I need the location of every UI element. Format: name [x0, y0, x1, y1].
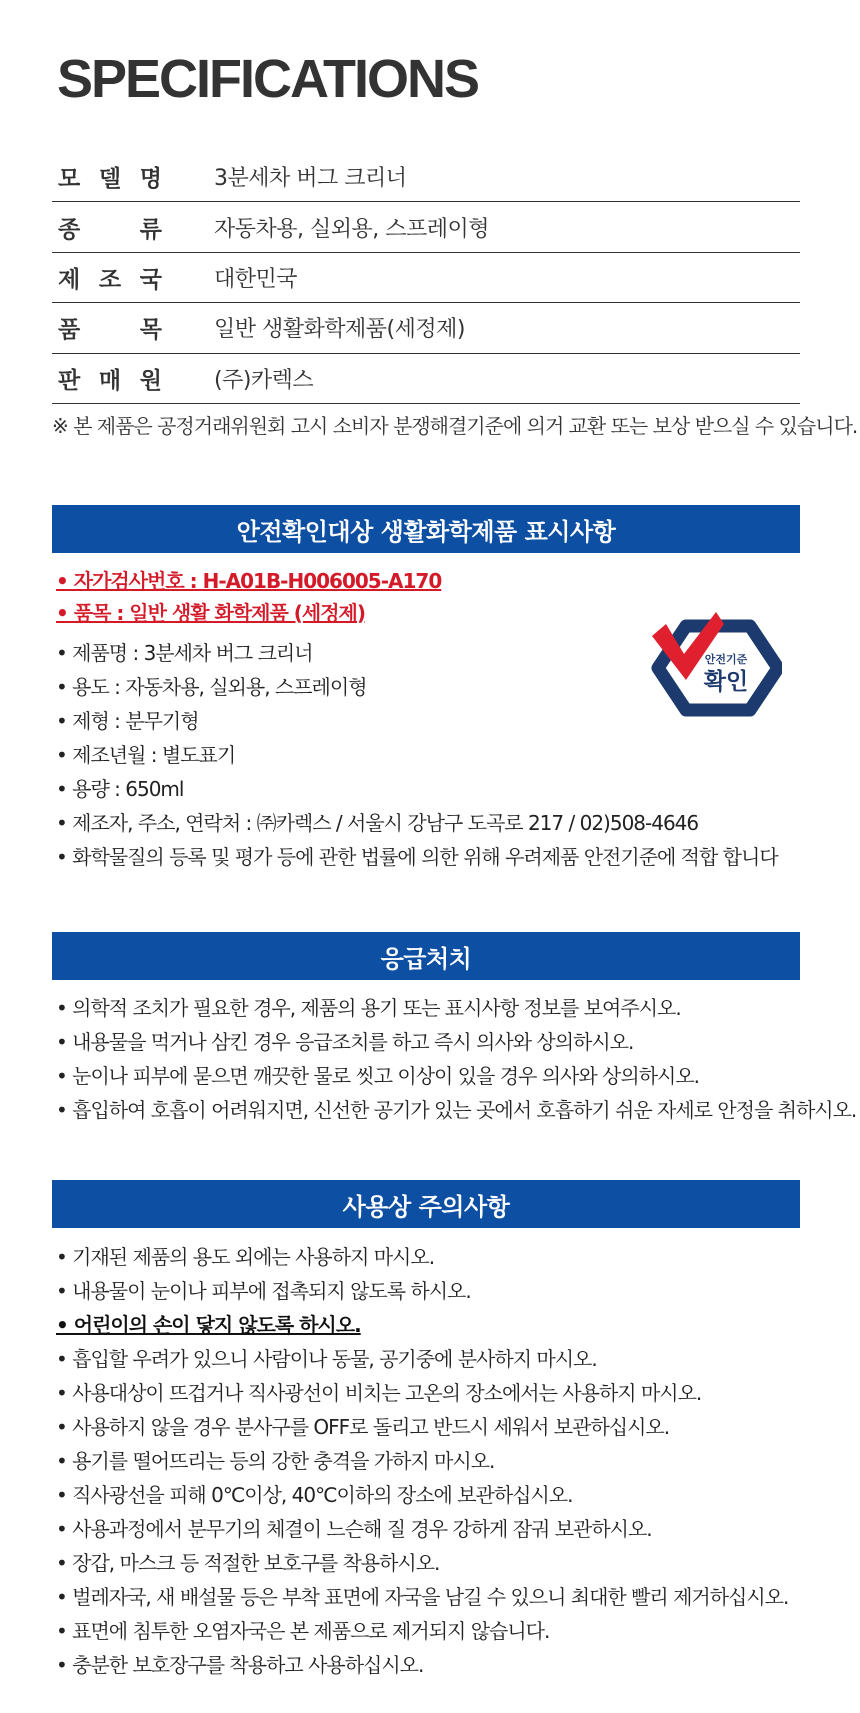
list-item: • 사용대상이 뜨겁거나 직사광선이 비치는 고온의 장소에서는 사용하지 마시오. — [56, 1381, 702, 1405]
list-item: • 사용하지 않을 경우 분사구를 OFF로 돌리고 반드시 세워서 보관하십시오. — [56, 1415, 670, 1439]
spec-label: 판 매 원 — [58, 367, 162, 394]
page-title: SPECIFICATIONS — [57, 49, 479, 109]
list-item: • 기재된 제품의 용도 외에는 사용하지 마시오. — [56, 1245, 435, 1269]
safety-highlight-list — [56, 566, 441, 629]
spec-value: (주)카렉스 — [214, 367, 314, 393]
list-item: • 제조년월 : 별도표기 — [56, 743, 236, 767]
list-item: • 표면에 침투한 오염자국은 본 제품으로 제거되지 않습니다. — [56, 1619, 550, 1643]
list-item: • 충분한 보호장구를 착용하고 사용하십시오. — [56, 1653, 424, 1677]
safety-check-badge-icon — [650, 608, 782, 723]
list-item: • 제품명 : 3분세차 버그 크리너 — [56, 641, 313, 665]
spec-value: 3분세차 버그 크리너 — [214, 166, 407, 192]
badge-big-text: 확인 — [703, 669, 749, 695]
spec-value: 자동차용, 실외용, 스프레이형 — [214, 216, 489, 242]
list-item: • 눈이나 피부에 묻으면 깨끗한 물로 씻고 이상이 있을 경우 의사와 상의하시오. — [56, 1064, 700, 1088]
list-item: • 용도 : 자동차용, 실외용, 스프레이형 — [56, 675, 367, 699]
list-item: • 흡입하여 호흡이 어려워지면, 신선한 공기가 있는 곳에서 호흡하기 쉬운 자세로 안정을 취하시오. — [56, 1098, 857, 1122]
list-item: • 어린이의 손이 닿지 않도록 하시오. — [56, 1313, 361, 1337]
list-item: • 제조자, 주소, 연락처 : ㈜카렉스 / 서울시 강남구 도곡로 217 / 02)508-4646 — [56, 811, 699, 835]
list-item: • 용량 : 650ml — [56, 777, 184, 801]
spec-row-seller — [52, 354, 800, 404]
spec-row-type — [52, 202, 800, 252]
list-item: • 화학물질의 등록 및 평가 등에 관한 법률에 의한 위해 우려제품 안전기준에 적합 합니다 — [56, 845, 778, 869]
cautions-list — [56, 1240, 788, 1682]
list-item: • 의학적 조치가 필요한 경우, 제품의 용기 또는 표시사항 정보를 보여주시오. — [56, 996, 681, 1020]
list-item: • 품목 : 일반 생활 화학제품 (세정제) — [56, 600, 365, 625]
list-item: • 자가검사번호 : H-A01B-H006005-A170 — [56, 569, 442, 593]
list-item: • 사용과정에서 분무기의 체결이 느슨해 질 경우 강하게 잠궈 보관하시오. — [56, 1517, 652, 1541]
list-item: • 내용물이 눈이나 피부에 접촉되지 않도록 하시오. — [56, 1279, 471, 1303]
spec-label: 종 류 — [58, 216, 162, 243]
consumer-note: ※ 본 제품은 공정거래위원회 고시 소비자 분쟁해결기준에 의거 교환 또는 보상 받으실 수 있습니다. — [52, 414, 858, 438]
safety-section-header: 안전확인대상 생활화학제품 표시사항 — [52, 505, 800, 553]
list-item: • 흡입할 우려가 있으니 사람이나 동물, 공기중에 분사하지 마시오. — [56, 1347, 597, 1371]
spec-value: 일반 생활화학제품(세정제) — [214, 317, 465, 343]
spec-label: 품 목 — [58, 317, 162, 344]
spec-row-country — [52, 253, 800, 303]
spec-value: 대한민국 — [214, 266, 298, 292]
cautions-section-header: 사용상 주의사항 — [52, 1180, 800, 1228]
spec-row-category — [52, 303, 800, 353]
list-item: • 제형 : 분무기형 — [56, 709, 199, 733]
first-aid-list — [56, 991, 856, 1127]
spec-label: 제 조 국 — [58, 266, 162, 293]
badge-small-text: 안전기준 — [704, 653, 748, 666]
spec-label: 모 델 명 — [58, 166, 162, 193]
list-item: • 용기를 떨어뜨리는 등의 강한 충격을 가하지 마시오. — [56, 1449, 495, 1473]
first-aid-section-header: 응급처치 — [52, 932, 800, 980]
list-item: • 직사광선을 피해 0℃이상, 40℃이하의 장소에 보관하십시오. — [56, 1483, 573, 1507]
list-item: • 내용물을 먹거나 삼킨 경우 응급조치를 하고 즉시 의사와 상의하시오. — [56, 1030, 634, 1054]
spec-row-model — [52, 152, 800, 202]
spec-table — [52, 152, 800, 404]
list-item: • 장갑, 마스크 등 적절한 보호구를 착용하시오. — [56, 1551, 440, 1575]
list-item: • 벌레자국, 새 배설물 등은 부착 표면에 자국을 남길 수 있으니 최대한 빨리 제거하십시오. — [56, 1585, 789, 1609]
